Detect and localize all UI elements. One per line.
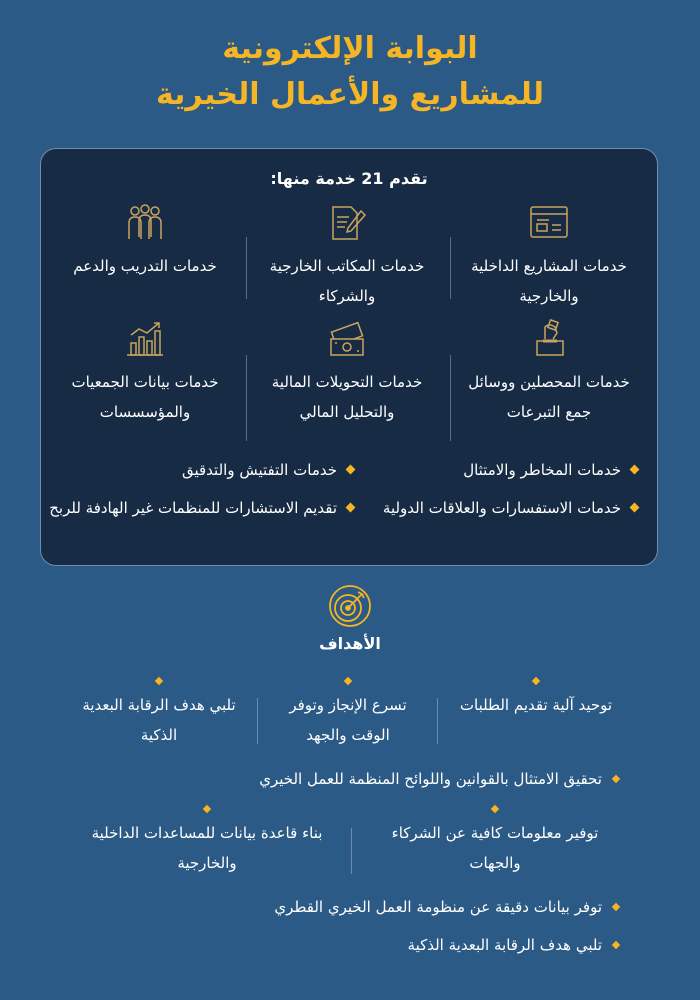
- title-line-1: البوابة الإلكترونية: [222, 31, 478, 66]
- service-offices: [253, 201, 441, 311]
- service-label: خدمات بيانات الجمعيات والمؤسسسات: [71, 373, 219, 421]
- services-heading: تقدم 21 خدمة منها:: [270, 169, 428, 188]
- service-label: خدمات المحصلين ووسائل جمع التبرعات: [468, 373, 630, 421]
- service-training: [51, 201, 239, 281]
- services-panel: [40, 148, 658, 566]
- divider: [437, 698, 438, 744]
- service-label: خدمات المكاتب الخارجية والشركاء: [269, 257, 425, 305]
- service-bullet: خدمات المخاطر والامتثال: [361, 455, 641, 485]
- diamond-bullet-icon: [155, 677, 163, 685]
- document-pen-icon: [253, 201, 441, 245]
- web-window-icon: [455, 201, 643, 245]
- donation-box-icon: [455, 317, 643, 361]
- divider: [257, 698, 258, 744]
- goal-item: [70, 678, 248, 750]
- goals-heading: الأهداف: [319, 634, 381, 653]
- goal-text: بناء قاعدة بيانات للمساعدات الداخلية والخارجية: [91, 824, 323, 872]
- service-bullet: خدمات التفتيش والتدقيق: [47, 455, 357, 485]
- divider: [450, 355, 451, 441]
- goal-item: [364, 806, 626, 878]
- service-associations: [51, 317, 239, 427]
- divider: [246, 237, 247, 299]
- service-transfers: [253, 317, 441, 427]
- goal-text: توفير معلومات كافية عن الشركاء والجهات: [391, 824, 599, 872]
- service-label: خدمات التدريب والدعم: [73, 257, 217, 275]
- goal-item: تحقيق الامتثال بالقوانين واللوائح المنظمة للعمل الخيري: [82, 764, 622, 794]
- people-group-icon: [51, 201, 239, 245]
- diamond-bullet-icon: [344, 677, 352, 685]
- service-label: خدمات التحويلات المالية والتحليل المالي: [271, 373, 423, 421]
- goal-item: [72, 806, 342, 878]
- diamond-bullet-icon: [203, 805, 211, 813]
- money-transfer-icon: [253, 317, 441, 361]
- diamond-bullet-icon: [491, 805, 499, 813]
- target-icon: [328, 584, 372, 628]
- service-bullet: خدمات الاستفسارات والعلاقات الدولية: [353, 493, 641, 523]
- goal-text: تسرع الإنجاز وتوفر الوقت والجهد: [289, 696, 407, 744]
- goal-text: تلبي هدف الرقابة البعدية الذكية: [82, 696, 236, 744]
- goal-text: توحيد آلية تقديم الطلبات: [459, 696, 613, 714]
- diamond-bullet-icon: [532, 677, 540, 685]
- service-collectors: [455, 317, 643, 427]
- service-projects: [455, 201, 643, 311]
- goal-item: توفر بيانات دقيقة عن منظومة العمل الخيري القطري: [82, 892, 622, 922]
- divider: [450, 237, 451, 299]
- page-title: [0, 26, 700, 118]
- goal-item: [446, 678, 626, 720]
- goal-item: [268, 678, 428, 750]
- title-line-2: للمشاريع والأعمال الخيرية: [155, 77, 545, 112]
- goal-item: تلبي هدف الرقابة البعدية الذكية: [82, 930, 622, 960]
- divider: [351, 828, 352, 874]
- service-label: خدمات المشاريع الداخلية والخارجية: [471, 257, 627, 305]
- service-bullet: تقديم الاستشارات للمنظمات غير الهادفة للربح: [47, 493, 357, 523]
- bar-chart-icon: [51, 317, 239, 361]
- divider: [246, 355, 247, 441]
